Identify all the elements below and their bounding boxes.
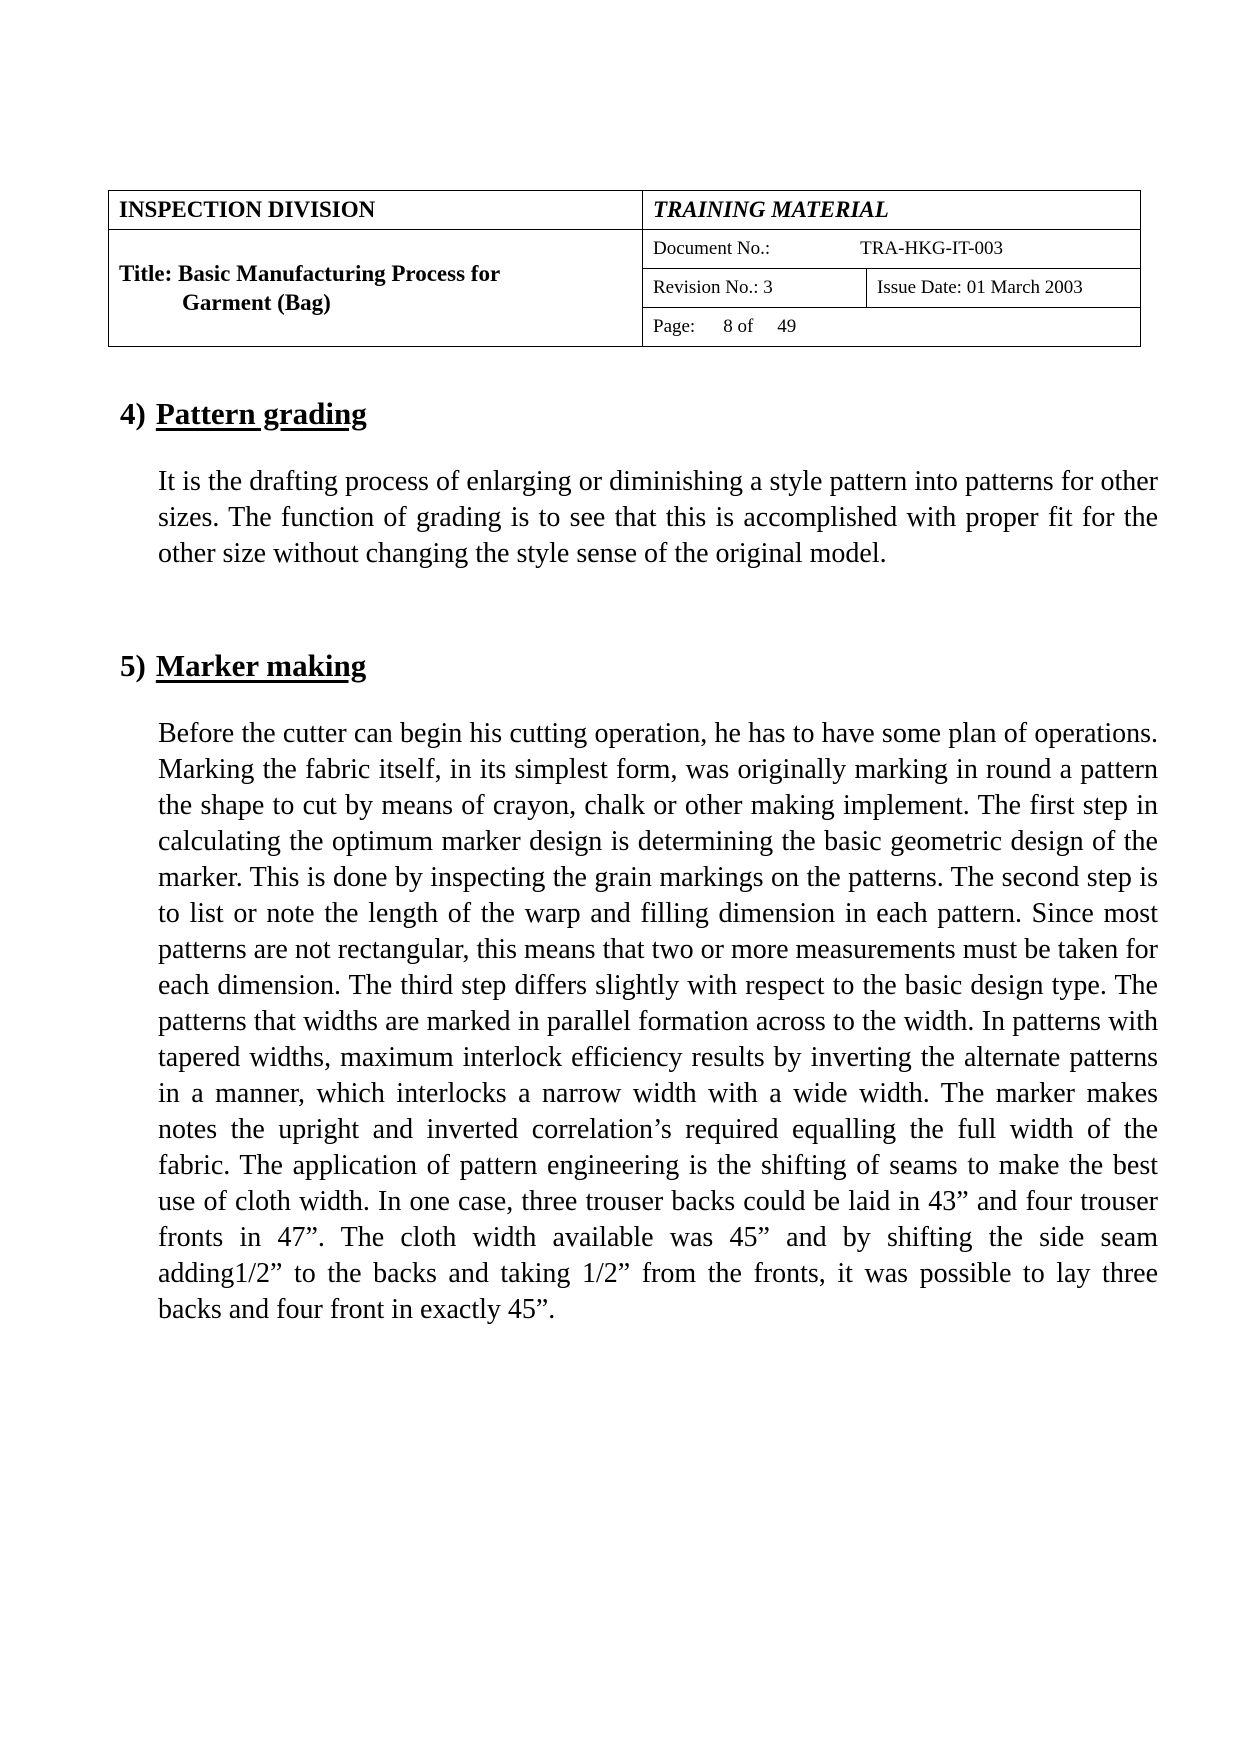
document-no-value: TRA-HKG-IT-003 xyxy=(860,238,1003,259)
division-cell xyxy=(109,191,643,230)
section-marker-making xyxy=(120,648,1158,1328)
section-heading xyxy=(120,396,1142,432)
document-title-cell xyxy=(109,230,643,347)
section-number: 4) xyxy=(120,396,146,431)
page-total: 49 xyxy=(777,316,797,337)
material-type-label: TRAINING MATERIAL xyxy=(653,197,889,222)
section-heading xyxy=(120,648,1142,684)
section-title: Marker making xyxy=(155,648,367,683)
page-current: 8 of xyxy=(723,316,754,337)
section-body: Before the cutter can begin his cutting operation, he has to have some plan of operations. Marking the fabric itself, in its simplest form, was originally marking in round a pattern the shape to cut by means of crayon, chalk or other making implement. The first step in calculating the optimum marker design is determining the basic geometric design of the marker. This is done by inspecting the grain markings on the patterns. The second step is to list or note the length of the warp and filling dimension in each pattern. Since most patterns are not rectangular, this means that two or more measurements must be taken for each dimension. The third step differs slightly with respect to the basic design type. The patterns that widths are marked in parallel formation across to the width. In patterns with tapered widths, maximum interlock efficiency results by inverting the alternate patterns in a manner, which interlocks a narrow width with a wide width. The marker makes notes the upright and inverted correlation’s required equalling the full width of the fabric. The application of pattern engineering is the shifting of seams to make the best use of cloth width. In one case, three trouser backs could be laid in 43” and four trouser fronts in 47”. The cloth width available was 45” and by shifting the side seam adding1/2” to the backs and taking 1/2” from the fronts, it was possible to lay three backs and four front in exactly 45”. xyxy=(158,718,1158,1325)
revision-label: Revision No.: 3 xyxy=(653,277,773,298)
document-title-line1: Title: Basic Manufacturing Process for xyxy=(119,261,501,286)
issue-date-cell xyxy=(867,269,1141,308)
page-label: Page: xyxy=(653,316,696,337)
section-body: It is the drafting process of enlarging or diminishing a style pattern into patterns for other sizes. The function of grading is to see that this is accomplished with proper fit for the other size without changing the style sense of the original model. xyxy=(158,466,1158,569)
revision-cell xyxy=(643,269,867,308)
document-no-cell xyxy=(643,230,1141,269)
document-no-label: Document No.: xyxy=(653,238,771,259)
page-cell xyxy=(643,308,1141,347)
material-type-cell xyxy=(643,191,1141,230)
section-number: 5) xyxy=(120,648,146,683)
section-title: Pattern grading xyxy=(155,396,367,431)
section-pattern-grading xyxy=(120,396,1158,572)
issue-date-label: Issue Date: 01 March 2003 xyxy=(877,277,1083,298)
division-label: INSPECTION DIVISION xyxy=(119,197,376,222)
document-title-line2: Garment (Bag) xyxy=(182,290,331,315)
document-header-table xyxy=(108,190,1141,347)
